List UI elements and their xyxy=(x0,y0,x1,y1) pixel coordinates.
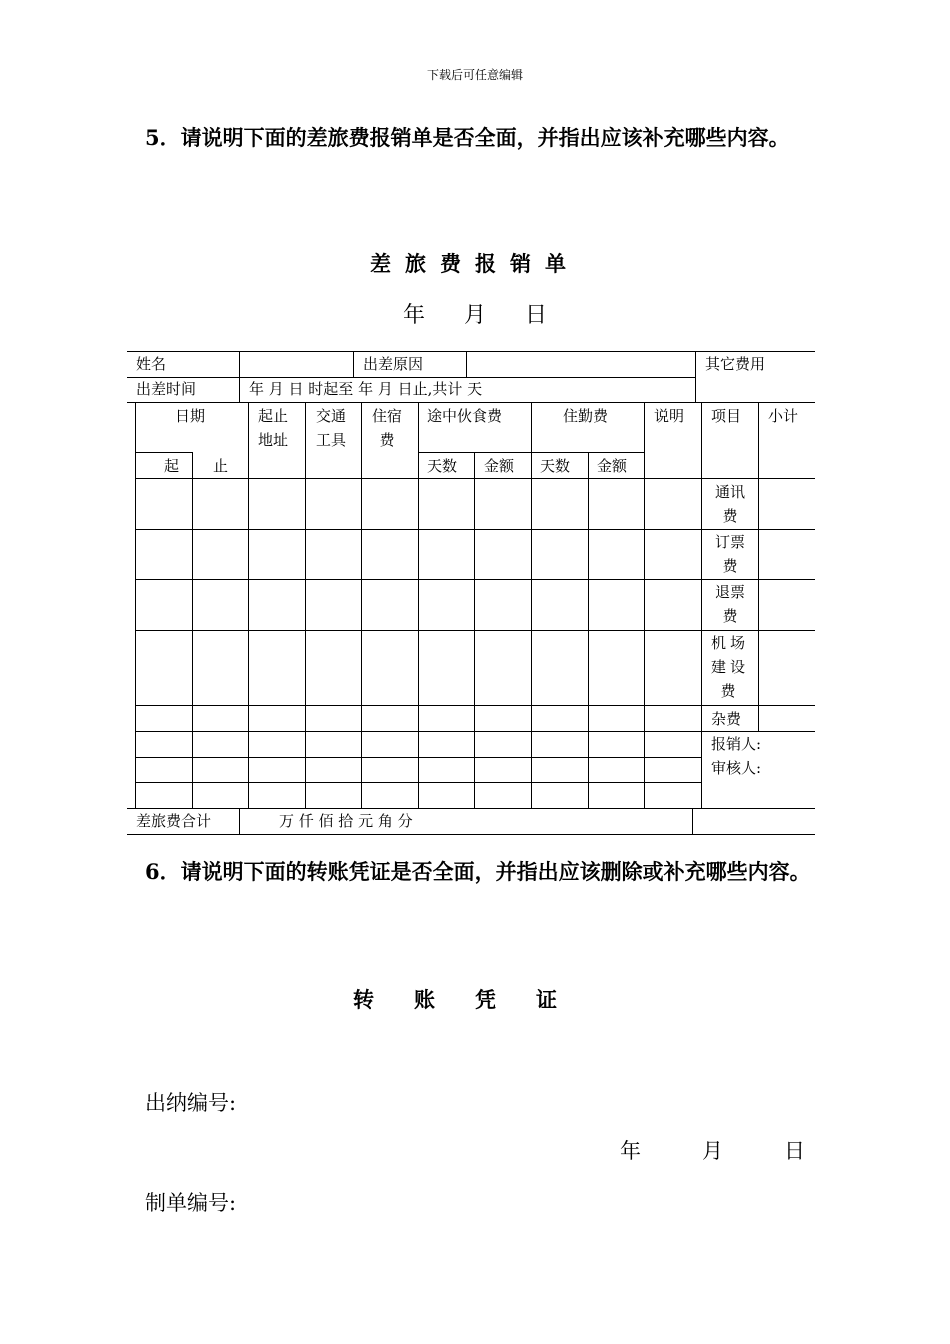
col-note: 说明 xyxy=(654,407,685,425)
col-start: 起 xyxy=(164,457,180,475)
expense-form-table xyxy=(127,351,815,835)
document-number-label: 制单编号: xyxy=(145,1191,237,1215)
col-date: 日期 xyxy=(175,407,206,425)
col-address: 起止地址 xyxy=(257,407,288,449)
col-lodging: 住宿费 xyxy=(371,407,402,449)
date-day: 日 xyxy=(525,303,548,328)
col-transport: 交通工具 xyxy=(315,407,346,449)
col-allow-amount: 金额 xyxy=(597,457,628,475)
trip-time-text: 年 月 日 时起至 年 月 日止,共计 天 xyxy=(249,380,483,398)
trip-time-label: 出差时间 xyxy=(136,380,197,398)
voucher-date-day: 日 xyxy=(784,1139,805,1163)
form-date xyxy=(0,298,950,329)
item-airport: 机场建设费 xyxy=(710,634,749,700)
voucher-date-month: 月 xyxy=(702,1139,723,1163)
item-misc: 杂费 xyxy=(711,710,742,728)
date-month: 月 xyxy=(463,303,486,328)
item-booking: 订票费 xyxy=(714,533,745,575)
total-units: 万 仟 佰 拾 元 角 分 xyxy=(279,812,413,830)
other-expenses-label: 其它费用 xyxy=(705,355,766,373)
col-meal: 途中伙食费 xyxy=(427,407,503,425)
reason-label: 出差原因 xyxy=(363,355,424,373)
voucher-title: 转账凭证 xyxy=(353,987,597,1012)
question-5: 5．请说明下面的差旅费报销单是否全面，并指出应该补充哪些内容。 xyxy=(145,125,790,150)
reimburser-label: 报销人: xyxy=(711,735,762,753)
col-meal-amount: 金额 xyxy=(484,457,515,475)
page-header: 下载后可任意编辑 xyxy=(426,68,523,82)
col-item: 项目 xyxy=(711,407,742,425)
col-subtotal: 小计 xyxy=(768,407,799,425)
item-refund: 退票费 xyxy=(714,583,745,625)
form-title: 差旅费报销单 xyxy=(370,251,580,276)
question-6: 6．请说明下面的转账凭证是否全面，并指出应该删除或补充哪些内容。 xyxy=(145,859,811,884)
auditor-label: 审核人: xyxy=(711,759,762,777)
cashier-number-label: 出纳编号: xyxy=(145,1091,237,1115)
col-end: 止 xyxy=(213,457,229,475)
col-meal-days: 天数 xyxy=(427,457,458,475)
date-year: 年 xyxy=(402,303,425,328)
col-allowance: 住勤费 xyxy=(563,407,609,425)
col-allow-days: 天数 xyxy=(540,457,571,475)
voucher-date-year: 年 xyxy=(620,1139,641,1163)
item-communication: 通讯费 xyxy=(714,483,745,525)
total-label: 差旅费合计 xyxy=(136,812,212,830)
name-label: 姓名 xyxy=(136,355,167,373)
